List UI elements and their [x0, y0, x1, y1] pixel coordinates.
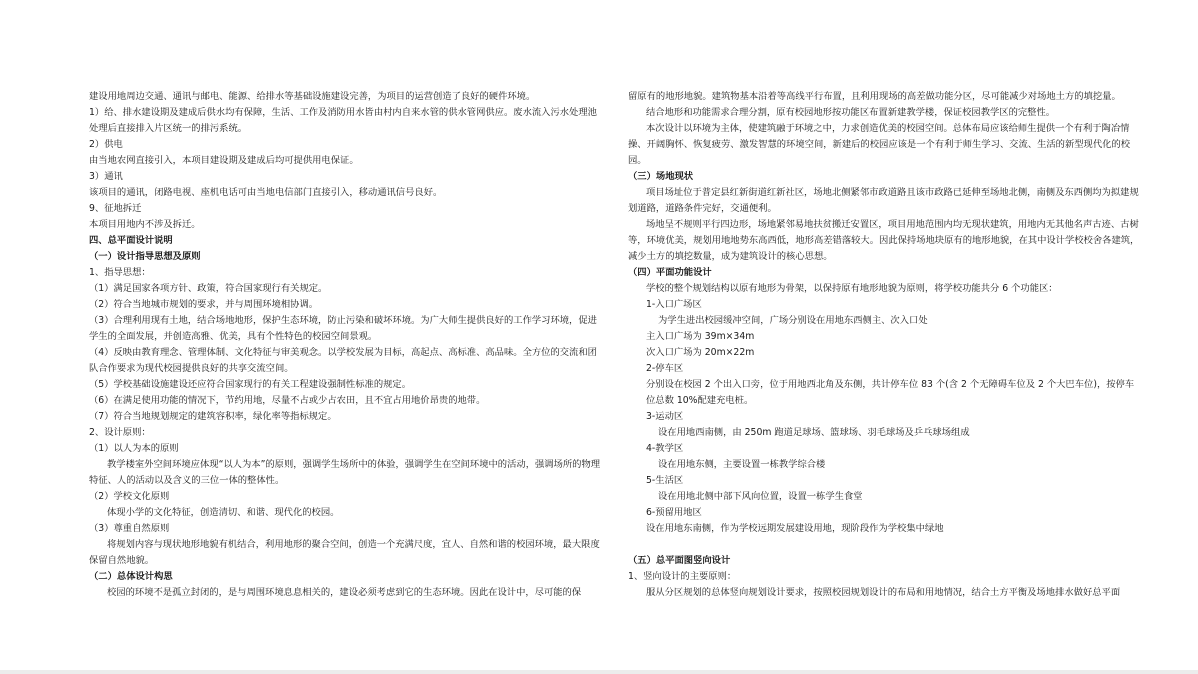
left-paragraph: 本项目用地内不涉及拆迁。	[89, 219, 201, 230]
right-paragraph: 4-教学区	[646, 443, 684, 454]
left-paragraph: 体现小学的文化特征，创造清切、和谐、现代化的校园。	[107, 507, 340, 518]
right-paragraph: 结合地形和功能需求合理分割，原有校园地形按功能区布置新建教学楼，保证校园教学区的完整性。	[646, 107, 1056, 118]
right-paragraph: 次入口广场为 20m×22m	[646, 347, 755, 358]
left-paragraph: （4）反映由教育理念、管理体制、文化特征与审美观念。以学校发展为目标，高起点、高标准、高品味。全方位的交流和团队合作要求为现代校园提供良好的共享交流空间。	[89, 347, 597, 374]
left-paragraph: （1）满足国家各项方针、政策，符合国家现行有关规定。	[89, 283, 328, 294]
left-paragraph: （2）符合当地城市规划的要求，并与周围环境相协调。	[89, 299, 319, 310]
page-bottom-edge	[0, 670, 1198, 674]
left-paragraph: 建设用地周边交通、通讯与邮电、能源、给排水等基础设施建设完善，为项目的运营创造了良好的硬件环境。	[89, 91, 536, 102]
right-spacer	[628, 537, 1142, 553]
right-paragraph: 为学生进出校园缓冲空间，广场分别设在用地东西侧主、次入口处	[658, 315, 928, 326]
left-paragraph: 由当地农网直接引入，本项目建设期及建成后均可提供用电保证。	[89, 155, 359, 166]
left-paragraph: 将规划内容与现状地形地貌有机结合，利用地形的聚合空间，创造一个充满尺度，宜人、自然和谐的校园环境，最大限度保留自然地貌。	[89, 539, 600, 566]
right-paragraph: 设在用地东侧，主要设置一栋教学综合楼	[658, 459, 826, 470]
left-paragraph: （6）在满足使用功能的情况下，节约用地，尽量不占或少占农田，且不宜占用地价昂贵的地带。	[89, 395, 486, 406]
left-heading: 四、总平面设计说明	[89, 235, 173, 246]
left-heading: （一）设计指导思想及原则	[89, 251, 201, 262]
right-paragraph: 1、竖向设计的主要原则：	[628, 571, 737, 582]
left-paragraph: （5）学校基础设施建设还应符合国家现行的有关工程建设强制性标准的规定。	[89, 379, 412, 390]
right-paragraph: 分别设在校园 2 个出入口旁，位于用地西北角及东侧，共计停车位 83 个(含 2 个无障碍车位及 2 个大巴车位)，按停车位总数 10%配建充电桩。	[646, 379, 1135, 406]
left-paragraph: 9、征地拆迁	[89, 203, 142, 214]
left-paragraph: 2、设计原则：	[89, 427, 151, 438]
left-paragraph: 该项目的通讯，闭路电视、座机电话可由当地电信部门直接引入，移动通讯信号良好。	[89, 187, 443, 198]
right-paragraph: 5-生活区	[646, 475, 684, 486]
right-heading: （三）场地现状	[628, 171, 694, 182]
left-paragraph: （3）尊重自然原则	[89, 523, 170, 534]
right-paragraph: 3-运动区	[646, 411, 684, 422]
right-heading: （五）总平面图竖向设计	[628, 555, 731, 566]
right-paragraph: 2-停车区	[646, 363, 684, 374]
left-text-column	[89, 89, 602, 601]
right-paragraph: 设在用地北侧中部下风向位置，设置一栋学生食堂	[658, 491, 863, 502]
left-paragraph: 2）供电	[89, 139, 123, 150]
left-paragraph: 1、指导思想：	[89, 267, 151, 278]
right-paragraph: 项目场址位于普定县红新街道红新社区，场地北侧紧邻市政道路且该市政路已延伸至场地北侧，南侧及东西侧均为拟建规划道路，道路条件完好，交通便利。	[628, 187, 1139, 214]
left-paragraph: 3）通讯	[89, 171, 123, 182]
right-paragraph: 服从分区规划的总体竖向规划设计要求，按照校园规划设计的布局和用地情况，结合土方平衡及场地排水做好总平面	[646, 587, 1121, 598]
right-heading: （四）平面功能设计	[628, 267, 712, 278]
right-paragraph: 6-预留用地区	[646, 507, 702, 518]
right-paragraph: 留原有的地形地貌。建筑物基本沿着等高线平行布置，且利用现场的高差做功能分区，尽可能减少对场地土方的填挖量。	[628, 91, 1121, 102]
left-paragraph: （3）合理利用现有土地，结合场地地形，保护生态环境，防止污染和破坏环境。为广大师生提供良好的工作学习环境，促进学生的全面发展，并创造高雅、优美，具有个性特色的校园空间景观。	[89, 315, 597, 342]
left-paragraph: （7）符合当地规划规定的建筑容积率，绿化率等指标规定。	[89, 411, 337, 422]
left-paragraph: 1）给、排水建设期及建成后供水均有保障，生活、工作及消防用水皆由村内自来水管的供水管网供应。废水流入污水处理池处理后直接排入片区统一的排污系统。	[89, 107, 597, 134]
right-paragraph: 设在用地东南侧，作为学校远期发展建设用地，现阶段作为学校集中绿地	[646, 523, 944, 534]
left-paragraph: 校园的环境不是孤立封闭的，是与周围环境息息相关的，建设必须考虑到它的生态环境。因此在设计中，尽可能的保	[107, 587, 582, 598]
right-paragraph: 学校的整个规划结构以原有地形为骨架，以保持原有地形地貌为原则，将学校功能共分 6 个功能区：	[646, 283, 1058, 294]
left-paragraph: （2）学校文化原则	[89, 491, 170, 502]
right-paragraph: 本次设计以环境为主体，使建筑融于环境之中，力求创造优美的校园空间。总体布局应该给师生提供一个有利于陶冶情操、开阔胸怀、恢复疲劳、激发智慧的环境空间，新建后的校园应该是一个有利于师生学习、交流、生活的新型现代化的校园。	[628, 123, 1131, 166]
left-paragraph: （1）以人为本的原则	[89, 443, 179, 454]
right-paragraph: 设在用地西南侧，由 250m 跑道足球场、篮球场、羽毛球场及乒乓球场组成	[658, 427, 970, 438]
right-text-column	[628, 89, 1142, 601]
left-paragraph: 教学楼室外空间环境应体现“以人为本”的原则，强调学生场所中的体验，强调学生在空间环境中的活动，强调场所的物理特征、人的活动以及含义的三位一体的整体性。	[89, 459, 601, 486]
right-paragraph: 主入口广场为 39m×34m	[646, 331, 755, 342]
right-paragraph: 1-入口广场区	[646, 299, 702, 310]
left-heading: （二）总体设计构思	[89, 571, 173, 582]
right-paragraph: 场地呈不规则平行四边形，场地紧邻易地扶贫搬迁安置区，项目用地范围内均无现状建筑，用地内无其他名声古迹、古树等，环境优美，规划用地地势东高西低，地形高差错落较大。因此保持场地块原有的地形地貌，在其中设计学校校舍各建筑，减少土方的填挖数量，成为建筑设计的核心思想。	[628, 219, 1140, 262]
